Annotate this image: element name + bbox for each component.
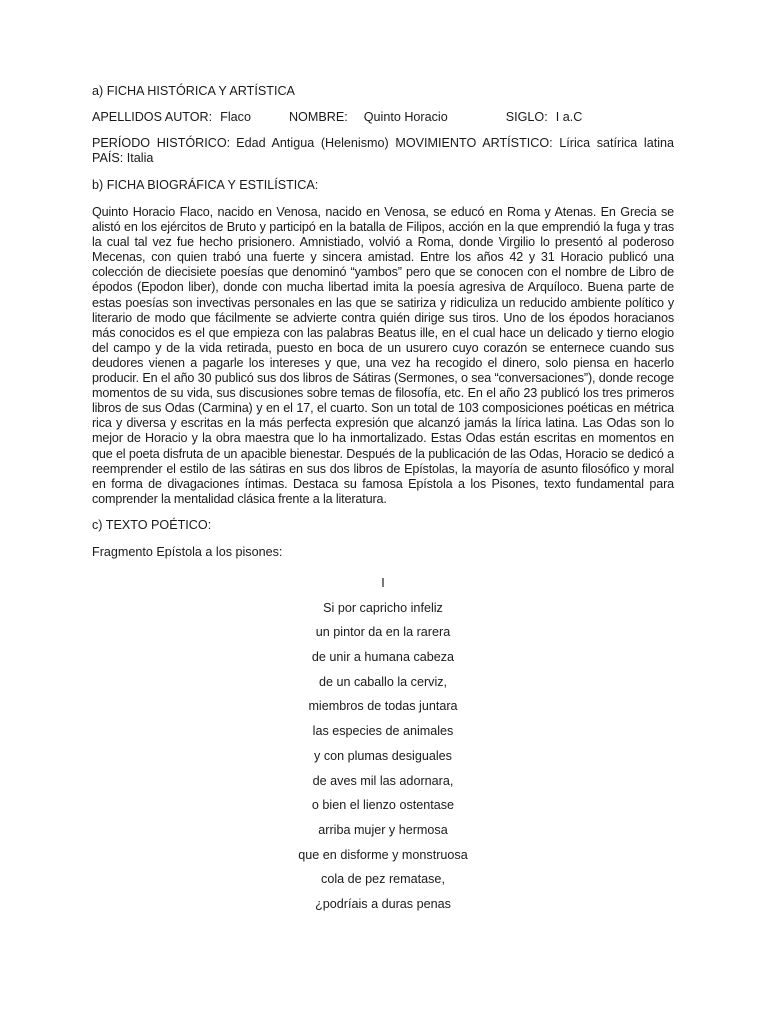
poem-verse: ¿podríais a duras penas [315, 896, 451, 911]
poem-verse: y con plumas desiguales [314, 748, 452, 763]
apellidos-label: APELLIDOS AUTOR: [92, 110, 213, 124]
poem-verse: o bien el lienzo ostentase [311, 798, 455, 813]
movimiento-label: MOVIMIENTO ARTÍSTICO: [395, 136, 553, 150]
poem-stanza-numeral: I [381, 576, 385, 590]
pais-value: Italia [126, 151, 154, 165]
periodo-value: Edad Antigua (Helenismo) [236, 136, 389, 150]
document-body [92, 84, 674, 572]
siglo-value: I a.C [555, 110, 583, 124]
poem-verse: de aves mil las adornara, [312, 773, 454, 788]
author-info-row [92, 110, 674, 125]
poem-verse: que en disforme y monstruosa [298, 847, 468, 862]
apellidos-value: Flaco [220, 110, 251, 124]
poem-verse: un pintor da en la rarera [315, 625, 451, 640]
poem-verse: de unir a humana cabeza [311, 650, 455, 665]
period-info [92, 136, 674, 166]
poem-verse: cola de pez rematase, [321, 872, 445, 887]
poem-verse: las especies de animales [312, 724, 454, 739]
section-a-heading: a) FICHA HISTÓRICA Y ARTÍSTICA [92, 84, 295, 98]
poem [92, 576, 674, 922]
periodo-label: PERÍODO HISTÓRICO: [92, 136, 231, 150]
biography-paragraph: Quinto Horacio Flaco, nacido en Venosa, nacido en Venosa, se educó en Roma y Atenas. En Grecia se alistó en los ejércitos de Bruto y participó en la batalla de Filipos, acción en la que emprendió la fuga y tras la cual tal vez fue hecho prisionero. Amnistiado, volvió a Roma, donde Virgilio lo presentó al poderoso Mecenas, con quien trabó una fuerte y sincera amistad. Entre los años 42 y 31 Horacio publicó una colección de diecisiete poesías que denominó “yambos” pero que se conocen con el nombre de Libro de épodos (Epodon liber), donde con mucha libertad imita la poesía agresiva de Arquíloco. Buena parte de estas poesías son invectivas personales en las que se satiriza y ridiculiza un reducido ambiente político y literario de modo que fácilmente se advierte contra quién dirige sus tiros. Uno de los épodos horacianos más conocidos es el que empieza con las palabras Beatus ille, en el cual hace un delicado y tierno elogio del campo y de la vida retirada, puesto en boca de un usurero cuyo corazón se enternece cuando sus deudores vienen a pagarle los intereses y que, una vez ha recogido el dinero, solo piensa en hacerlo producir. En el año 30 publicó sus dos libros de Sátiras (Sermones, o sea “conversaciones”), donde recoge momentos de su vida, sus discusiones sobre temas de filosofía, etc. En el año 23 publicó los tres primeros libros de sus Odas (Carmina) y en el 17, el cuarto. Son un total de 103 composiciones poéticas en métrica rica y diversa y escritas en la más perfecta expresión que alcanzó jamás la lírica latina. Las Odas son lo mejor de Horacio y la obra maestra que lo ha inmortalizado. Estas Odas están escritas en momentos en que el poeta disfruta de un apacible bienestar. Después de la publicación de las Odas, Horacio se dedicó a reemprender el estilo de las sátiras en sus dos libros de Epístolas, la mayoría de asunto filosófico y moral en forma de divagaciones íntimas. Destaca su famosa Epístola a los Pisones, texto fundamental para comprender la mentalidad clásica frente a la literatura. [92, 205, 674, 506]
nombre-value: Quinto Horacio [363, 110, 448, 124]
pais-label: PAÍS: [92, 151, 124, 165]
nombre-label: NOMBRE: [288, 110, 348, 124]
section-c-heading: c) TEXTO POÉTICO: [92, 517, 212, 532]
fragment-title: Fragmento Epístola a los pisones: [92, 544, 283, 559]
poem-verse: de un caballo la cerviz, [318, 674, 448, 689]
siglo-label: SIGLO: [505, 110, 548, 124]
movimiento-value: Lírica satírica latina [559, 136, 675, 150]
poem-verse: Si por capricho infeliz [323, 600, 443, 615]
poem-verse: arriba mujer y hermosa [318, 822, 448, 837]
section-b-heading: b) FICHA BIOGRÁFICA Y ESTILÍSTICA: [92, 178, 319, 192]
poem-verse: miembros de todas juntara [308, 699, 458, 714]
